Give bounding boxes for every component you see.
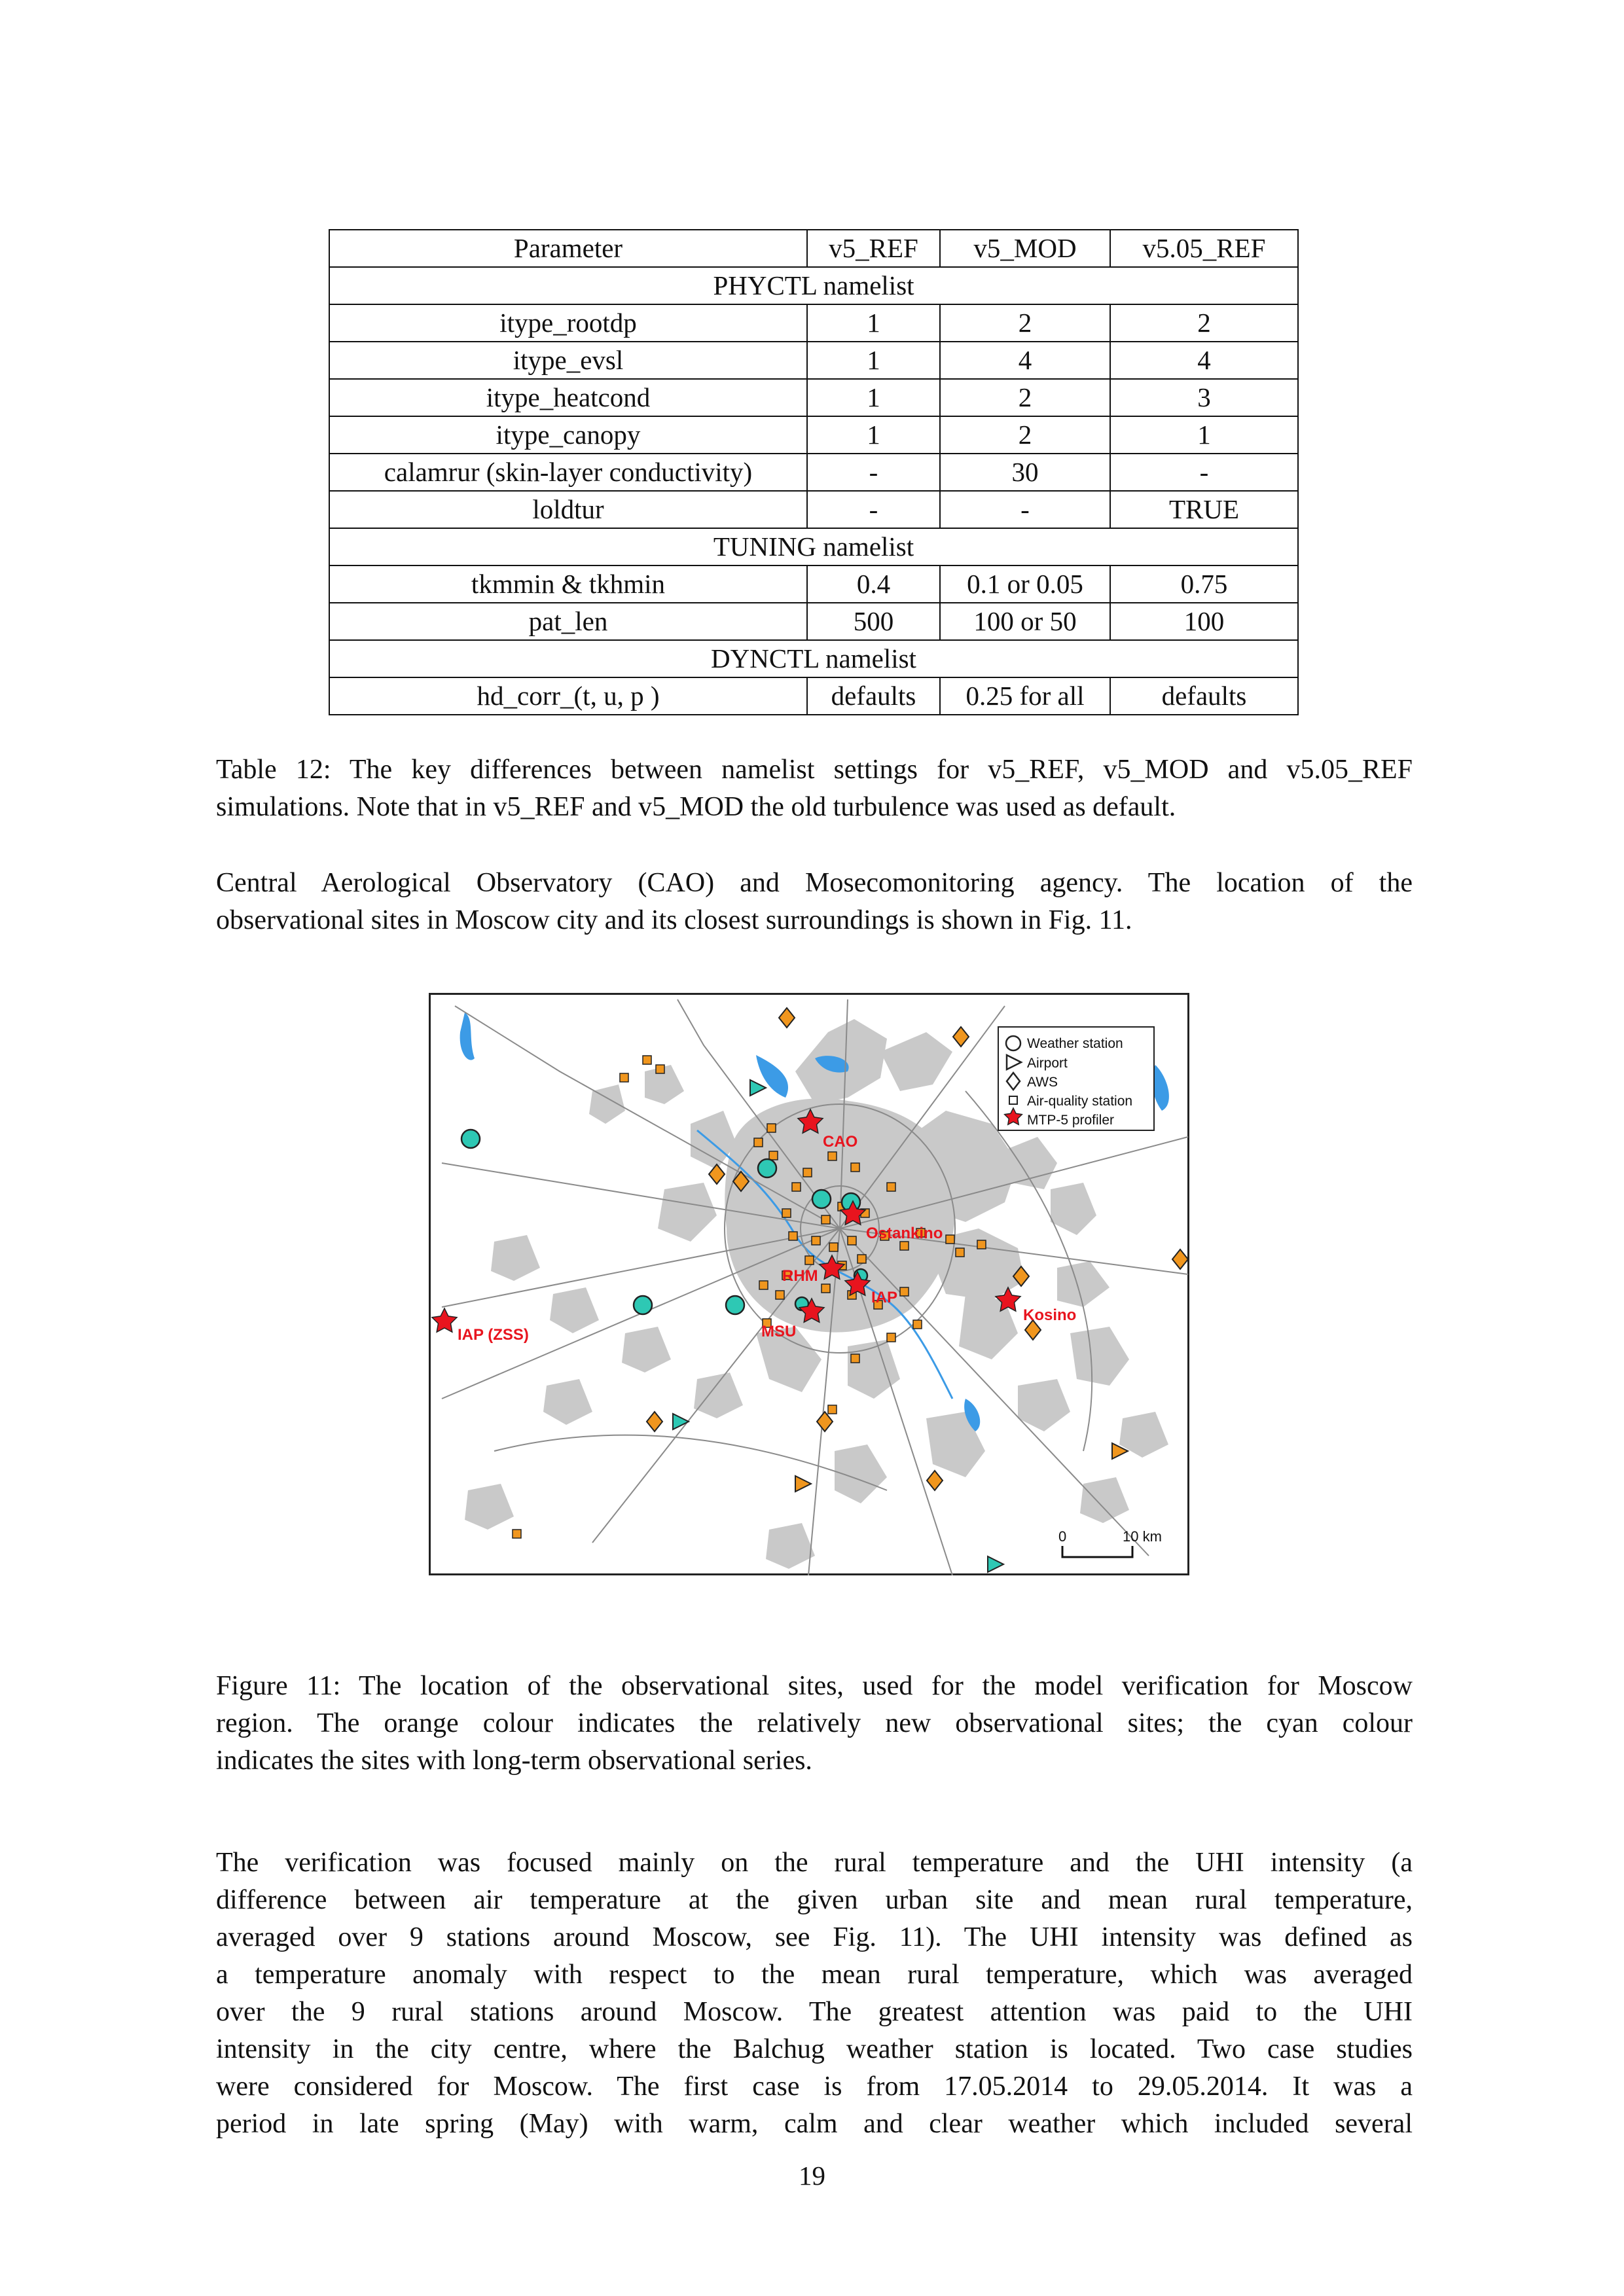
table-header-cell: v5.05_REF [1110,230,1298,267]
table-cell: itype_rootdp [329,304,807,342]
label-iap-zss: IAP (ZSS) [458,1326,529,1344]
table-row [329,491,1298,528]
table-cell: 500 [807,603,940,640]
table-row [329,454,1298,491]
legend-label: Airport [1027,1056,1068,1071]
table-caption-line: Table 12: The key differences between namelist settings for v5_REF, v5_MOD and v5.05_REF [216,755,1413,785]
map-legend [998,1027,1154,1130]
table-cell: 100 or 50 [940,603,1110,640]
paragraph-intro [216,865,1413,939]
table-row [329,379,1298,416]
table-section-row [329,528,1298,565]
table-cell: 1 [807,342,940,379]
table-cell: 3 [1110,379,1298,416]
page-number: 19 [799,2161,825,2191]
table-cell: 0.25 for all [940,677,1110,715]
label-kosino: Kosino [1023,1306,1077,1324]
table-header-row [329,230,1298,267]
figure-caption-line: region. The orange colour indicates the relatively new observational sites; the cyan colour [216,1708,1413,1738]
table-cell: defaults [1110,677,1298,715]
table-cell: itype_canopy [329,416,807,454]
table-cell: 2 [1110,304,1298,342]
figure-11-map [429,993,1189,1575]
label-rhm: RHM [782,1267,818,1285]
table-row [329,565,1298,603]
table-cell: - [940,491,1110,528]
table-header-cell: v5_REF [807,230,940,267]
table-section-title: PHYCTL namelist [329,267,1298,304]
table-cell: 2 [940,304,1110,342]
table-cell: 100 [1110,603,1298,640]
legend-label: AWS [1027,1075,1058,1090]
table-section-title: TUNING namelist [329,528,1298,565]
paragraph-line: Central Aerological Observatory (CAO) and Mosecomonitoring agency. The location of the [216,868,1413,898]
label-iap: IAP [871,1289,898,1306]
label-msu: MSU [761,1323,797,1340]
table-cell: 2 [940,379,1110,416]
table-caption [216,751,1413,826]
table-section-row [329,267,1298,304]
paragraph-line: observational sites in Moscow city and its closest surroundings is shown in Fig. 11. [216,905,1132,935]
legend-label: Air-quality station [1027,1094,1133,1109]
table-cell: - [807,454,940,491]
legend-label: Weather station [1027,1036,1123,1051]
scale-10km: 10 km [1123,1528,1162,1545]
paragraph-line: over the 9 rural stations around Moscow. The greatest attention was paid to the UHI [216,1997,1413,2027]
figure-caption-line: indicates the sites with long-term observational series. [216,1746,812,1776]
table-cell: hd_corr_(t, u, p ) [329,677,807,715]
table-row [329,342,1298,379]
table-cell: itype_heatcond [329,379,807,416]
table-cell: defaults [807,677,940,715]
paragraph-line: intensity in the city centre, where the Balchug weather station is located. Two case studies [216,2034,1413,2064]
table-row [329,677,1298,715]
label-cao: CAO [823,1133,858,1151]
table-cell: 2 [940,416,1110,454]
paragraph-line: difference between air temperature at the given urban site and mean rural temperature, [216,1885,1413,1915]
table-cell: - [1110,454,1298,491]
table-cell: pat_len [329,603,807,640]
table-cell: 4 [940,342,1110,379]
table-cell: 1 [807,416,940,454]
table-section-row [329,640,1298,677]
table-row [329,304,1298,342]
table-cell: 0.4 [807,565,940,603]
table-cell: 4 [1110,342,1298,379]
table-cell: calamrur (skin-layer conductivity) [329,454,807,491]
scale-zero: 0 [1058,1528,1067,1545]
paragraph-line: were considered for Moscow. The first case is from 17.05.2014 to 29.05.2014. It was a [216,2072,1413,2102]
table-cell: 1 [807,304,940,342]
table-row [329,603,1298,640]
label-ostankino: Ostankino [866,1225,943,1242]
table-cell: 1 [1110,416,1298,454]
table-cell: 0.75 [1110,565,1298,603]
legend-air-quality-icon [1009,1096,1017,1104]
legend-label: MTP-5 profiler [1027,1113,1115,1128]
figure-caption-line: Figure 11: The location of the observational sites, used for the model verification for Moscow [216,1671,1413,1701]
table-cell: 0.1 or 0.05 [940,565,1110,603]
table-header-cell: v5_MOD [940,230,1110,267]
table-cell: loldtur [329,491,807,528]
paragraph-line: averaged over 9 stations around Moscow, see Fig. 11). The UHI intensity was defined as [216,1922,1413,1952]
table-cell: tkmmin & tkhmin [329,565,807,603]
table-caption-line: simulations. Note that in v5_REF and v5_MOD the old turbulence was used as default. [216,792,1176,822]
paragraph-line: The verification was focused mainly on the rural temperature and the UHI intensity (a [216,1848,1413,1878]
paragraph-line: a temperature anomaly with respect to the mean rural temperature, which was averaged [216,1960,1413,1990]
table-cell: TRUE [1110,491,1298,528]
namelist-table [329,229,1299,715]
table-row [329,416,1298,454]
paragraph-verification [216,1844,1413,2143]
table-cell: itype_evsl [329,342,807,379]
table-header-cell: Parameter [329,230,807,267]
figure-caption [216,1668,1413,1780]
table-cell: 1 [807,379,940,416]
legend-weather-station-icon [1006,1036,1020,1050]
paragraph-line: period in late spring (May) with warm, calm and clear weather which included several [216,2109,1413,2139]
moscow-map [429,993,1189,1575]
table-cell: 30 [940,454,1110,491]
table-cell: - [807,491,940,528]
table-section-title: DYNCTL namelist [329,640,1298,677]
